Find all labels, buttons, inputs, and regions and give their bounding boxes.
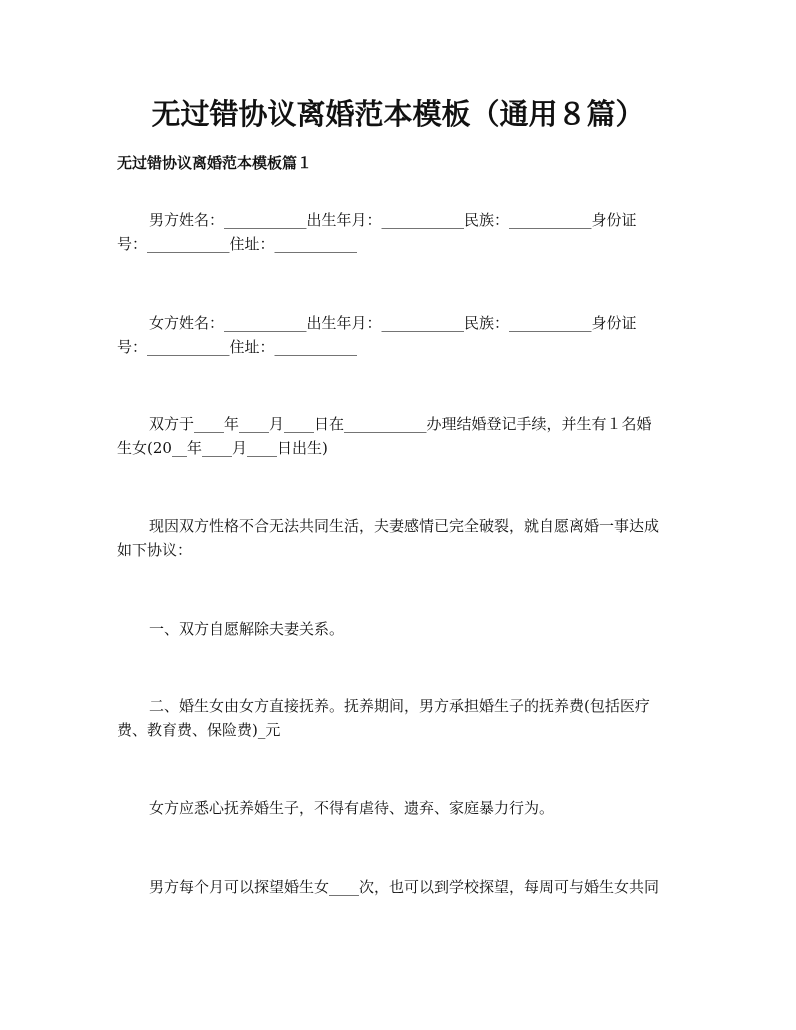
page-title: 无过错协议离婚范本模板（通用８篇）: [151, 97, 645, 131]
paragraph-line: 号：___________住址：___________: [117, 235, 358, 253]
paragraph-line: 女方应悉心抚养婚生子，不得有虐待、遗弃、家庭暴力行为。: [149, 799, 555, 817]
paragraph-line: 双方于____年____月____日在___________办理结婚登记手续，并生有１名婚: [149, 415, 652, 433]
paragraph-clause-1: [117, 617, 685, 641]
paragraph-care-duty: [117, 796, 685, 820]
paragraph-clause-2: [117, 694, 685, 742]
paragraph-line: 生女(20__年____月____日出生): [117, 439, 328, 457]
paragraph-line: 男方每个月可以探望婚生女____次，也可以到学校探望，每周可与婚生女共同: [149, 878, 660, 896]
paragraph-marriage-registration: [117, 412, 685, 460]
paragraph-line: 二、婚生女由女方直接抚养。抚养期间，男方承担婚生子的抚养费(包括医疗: [149, 697, 650, 715]
paragraph-line: 一、双方自愿解除夫妻关系。: [149, 620, 345, 638]
paragraph-line: 如下协议：: [117, 541, 193, 559]
paragraph-reason: [117, 514, 685, 562]
paragraph-line: 男方姓名：___________出生年月：___________民族：___________身份证: [149, 211, 637, 229]
paragraph-line: 费、教育费、保险费)_元: [117, 721, 281, 739]
paragraph-wife-info: [117, 311, 685, 359]
paragraph-visitation: [117, 875, 685, 899]
paragraph-line: 号：___________住址：___________: [117, 338, 358, 356]
paragraph-line: 现因双方性格不合无法共同生活，夫妻感情已完全破裂，就自愿离婚一事达成: [149, 517, 660, 535]
paragraph-line: 女方姓名：___________出生年月：___________民族：___________身份证: [149, 314, 637, 332]
section-heading: 无过错协议离婚范本模板篇１: [117, 154, 313, 172]
paragraph-husband-info: [117, 208, 685, 256]
